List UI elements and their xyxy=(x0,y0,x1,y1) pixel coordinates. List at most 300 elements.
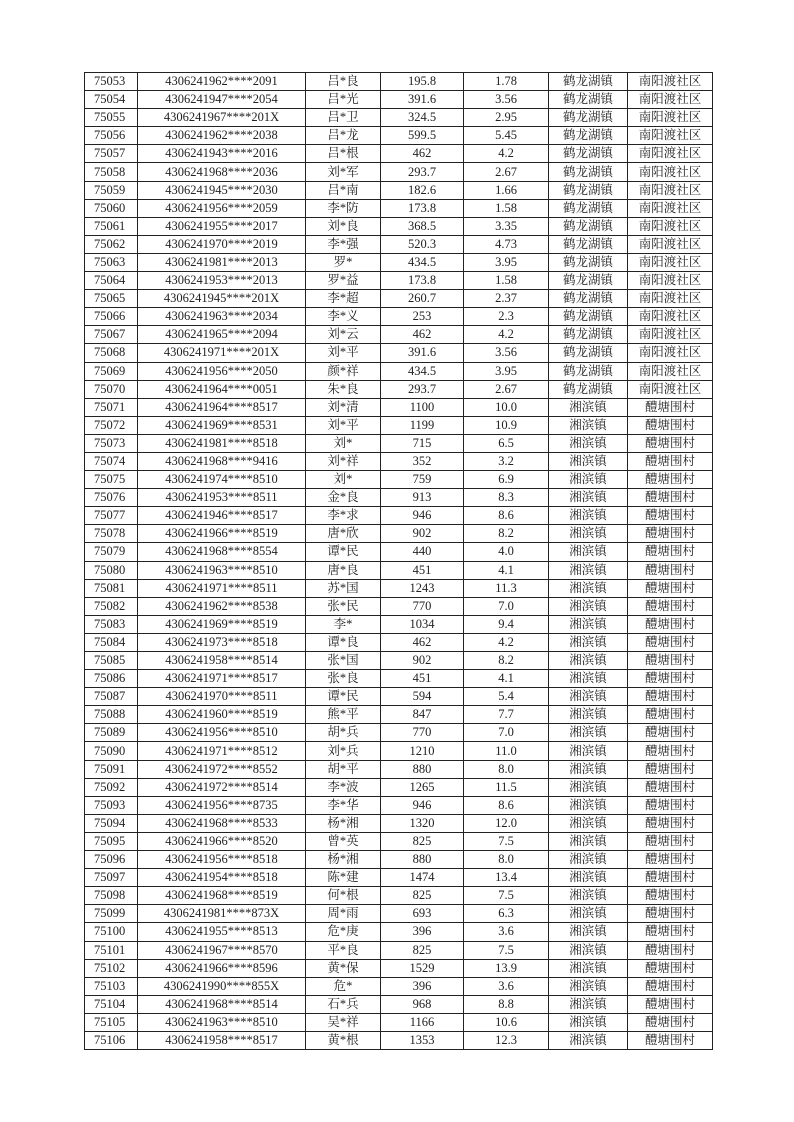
area-cell: 8.8 xyxy=(464,995,549,1013)
table-row xyxy=(85,579,713,597)
village-cell: 南阳渡社区 xyxy=(628,290,713,308)
town-cell: 湘滨镇 xyxy=(549,742,628,760)
town-cell: 湘滨镇 xyxy=(549,471,628,489)
person-name-cell: 何*根 xyxy=(306,887,381,905)
town-cell: 湘滨镇 xyxy=(549,760,628,778)
village-cell: 醴塘围村 xyxy=(628,633,713,651)
village-cell: 南阳渡社区 xyxy=(628,380,713,398)
person-name-cell: 吕*良 xyxy=(306,73,381,91)
person-name-cell: 朱*良 xyxy=(306,380,381,398)
id-number-cell: 4306241958****8514 xyxy=(138,652,306,670)
area-cell: 1.58 xyxy=(464,272,549,290)
village-cell: 南阳渡社区 xyxy=(628,181,713,199)
amount-cell: 913 xyxy=(381,489,464,507)
village-cell: 醴塘围村 xyxy=(628,814,713,832)
village-cell: 醴塘围村 xyxy=(628,1013,713,1031)
row-number-cell: 75100 xyxy=(85,923,138,941)
row-number-cell: 75103 xyxy=(85,977,138,995)
row-number-cell: 75077 xyxy=(85,507,138,525)
person-name-cell: 张*国 xyxy=(306,652,381,670)
person-name-cell: 杨*湘 xyxy=(306,814,381,832)
row-number-cell: 75076 xyxy=(85,489,138,507)
area-cell: 4.0 xyxy=(464,543,549,561)
village-cell: 醴塘围村 xyxy=(628,706,713,724)
village-cell: 醴塘围村 xyxy=(628,778,713,796)
amount-cell: 440 xyxy=(381,543,464,561)
person-name-cell: 李*华 xyxy=(306,796,381,814)
amount-cell: 902 xyxy=(381,525,464,543)
table-row xyxy=(85,452,713,470)
town-cell: 湘滨镇 xyxy=(549,941,628,959)
table-row xyxy=(85,905,713,923)
person-name-cell: 罗* xyxy=(306,253,381,271)
area-cell: 1.58 xyxy=(464,199,549,217)
person-name-cell: 危*庚 xyxy=(306,923,381,941)
id-number-cell: 4306241970****8511 xyxy=(138,688,306,706)
town-cell: 鹤龙湖镇 xyxy=(549,91,628,109)
table-row xyxy=(85,507,713,525)
id-number-cell: 4306241945****2030 xyxy=(138,181,306,199)
area-cell: 8.2 xyxy=(464,525,549,543)
id-number-cell: 4306241971****8511 xyxy=(138,579,306,597)
table-row xyxy=(85,778,713,796)
table-row xyxy=(85,272,713,290)
area-cell: 3.56 xyxy=(464,344,549,362)
person-name-cell: 周*雨 xyxy=(306,905,381,923)
town-cell: 鹤龙湖镇 xyxy=(549,109,628,127)
area-cell: 7.5 xyxy=(464,832,549,850)
town-cell: 湘滨镇 xyxy=(549,832,628,850)
table-row xyxy=(85,326,713,344)
amount-cell: 693 xyxy=(381,905,464,923)
village-cell: 醴塘围村 xyxy=(628,398,713,416)
person-name-cell: 胡*兵 xyxy=(306,724,381,742)
id-number-cell: 4306241962****8538 xyxy=(138,597,306,615)
area-cell: 2.3 xyxy=(464,308,549,326)
amount-cell: 1100 xyxy=(381,398,464,416)
person-name-cell: 金*良 xyxy=(306,489,381,507)
person-name-cell: 胡*平 xyxy=(306,760,381,778)
table-row xyxy=(85,887,713,905)
town-cell: 湘滨镇 xyxy=(549,796,628,814)
village-cell: 南阳渡社区 xyxy=(628,73,713,91)
person-name-cell: 吕*卫 xyxy=(306,109,381,127)
village-cell: 醴塘围村 xyxy=(628,561,713,579)
town-cell: 湘滨镇 xyxy=(549,507,628,525)
village-cell: 醴塘围村 xyxy=(628,507,713,525)
person-name-cell: 吕*光 xyxy=(306,91,381,109)
id-number-cell: 4306241981****873X xyxy=(138,905,306,923)
village-cell: 南阳渡社区 xyxy=(628,127,713,145)
area-cell: 13.4 xyxy=(464,869,549,887)
town-cell: 湘滨镇 xyxy=(549,434,628,452)
person-name-cell: 苏*国 xyxy=(306,579,381,597)
town-cell: 鹤龙湖镇 xyxy=(549,217,628,235)
person-name-cell: 李* xyxy=(306,615,381,633)
town-cell: 湘滨镇 xyxy=(549,615,628,633)
table-row xyxy=(85,1031,713,1049)
table-row xyxy=(85,615,713,633)
row-number-cell: 75082 xyxy=(85,597,138,615)
person-name-cell: 刘*祥 xyxy=(306,452,381,470)
row-number-cell: 75054 xyxy=(85,91,138,109)
table-row xyxy=(85,923,713,941)
person-name-cell: 吕*根 xyxy=(306,145,381,163)
town-cell: 鹤龙湖镇 xyxy=(549,163,628,181)
town-cell: 湘滨镇 xyxy=(549,1013,628,1031)
village-cell: 南阳渡社区 xyxy=(628,235,713,253)
amount-cell: 462 xyxy=(381,326,464,344)
table-row xyxy=(85,362,713,380)
amount-cell: 1243 xyxy=(381,579,464,597)
area-cell: 10.6 xyxy=(464,1013,549,1031)
village-cell: 醴塘围村 xyxy=(628,869,713,887)
village-cell: 醴塘围村 xyxy=(628,851,713,869)
town-cell: 湘滨镇 xyxy=(549,887,628,905)
id-number-cell: 4306241956****8518 xyxy=(138,851,306,869)
person-name-cell: 危* xyxy=(306,977,381,995)
town-cell: 湘滨镇 xyxy=(549,597,628,615)
amount-cell: 968 xyxy=(381,995,464,1013)
amount-cell: 825 xyxy=(381,941,464,959)
id-number-cell: 4306241956****8510 xyxy=(138,724,306,742)
row-number-cell: 75069 xyxy=(85,362,138,380)
id-number-cell: 4306241946****8517 xyxy=(138,507,306,525)
table-row xyxy=(85,380,713,398)
village-cell: 醴塘围村 xyxy=(628,489,713,507)
person-name-cell: 谭*民 xyxy=(306,543,381,561)
row-number-cell: 75090 xyxy=(85,742,138,760)
amount-cell: 260.7 xyxy=(381,290,464,308)
row-number-cell: 75061 xyxy=(85,217,138,235)
person-name-cell: 刘*平 xyxy=(306,416,381,434)
village-cell: 南阳渡社区 xyxy=(628,362,713,380)
id-number-cell: 4306241963****8510 xyxy=(138,561,306,579)
town-cell: 湘滨镇 xyxy=(549,959,628,977)
town-cell: 鹤龙湖镇 xyxy=(549,290,628,308)
town-cell: 鹤龙湖镇 xyxy=(549,199,628,217)
id-number-cell: 4306241968****8533 xyxy=(138,814,306,832)
village-cell: 醴塘围村 xyxy=(628,579,713,597)
area-cell: 3.35 xyxy=(464,217,549,235)
town-cell: 湘滨镇 xyxy=(549,452,628,470)
table-row xyxy=(85,742,713,760)
table-row xyxy=(85,688,713,706)
area-cell: 10.0 xyxy=(464,398,549,416)
row-number-cell: 75101 xyxy=(85,941,138,959)
amount-cell: 293.7 xyxy=(381,163,464,181)
person-name-cell: 刘* xyxy=(306,471,381,489)
id-number-cell: 4306241968****8519 xyxy=(138,887,306,905)
table-row xyxy=(85,706,713,724)
person-name-cell: 张*民 xyxy=(306,597,381,615)
id-number-cell: 4306241943****2016 xyxy=(138,145,306,163)
area-cell: 8.2 xyxy=(464,652,549,670)
table-row xyxy=(85,416,713,434)
id-number-cell: 4306241968****8514 xyxy=(138,995,306,1013)
village-cell: 醴塘围村 xyxy=(628,452,713,470)
row-number-cell: 75093 xyxy=(85,796,138,814)
village-cell: 南阳渡社区 xyxy=(628,145,713,163)
area-cell: 3.2 xyxy=(464,452,549,470)
amount-cell: 1474 xyxy=(381,869,464,887)
row-number-cell: 75083 xyxy=(85,615,138,633)
table-row xyxy=(85,959,713,977)
village-cell: 醴塘围村 xyxy=(628,742,713,760)
area-cell: 3.6 xyxy=(464,923,549,941)
town-cell: 湘滨镇 xyxy=(549,869,628,887)
id-number-cell: 4306241981****2013 xyxy=(138,253,306,271)
row-number-cell: 75097 xyxy=(85,869,138,887)
area-cell: 2.67 xyxy=(464,163,549,181)
person-name-cell: 吕*龙 xyxy=(306,127,381,145)
area-cell: 4.73 xyxy=(464,235,549,253)
data-table xyxy=(84,72,713,1050)
amount-cell: 462 xyxy=(381,633,464,651)
id-number-cell: 4306241964****8517 xyxy=(138,398,306,416)
id-number-cell: 4306241960****8519 xyxy=(138,706,306,724)
person-name-cell: 李*义 xyxy=(306,308,381,326)
id-number-cell: 4306241963****2034 xyxy=(138,308,306,326)
village-cell: 醴塘围村 xyxy=(628,434,713,452)
area-cell: 8.0 xyxy=(464,760,549,778)
town-cell: 鹤龙湖镇 xyxy=(549,272,628,290)
amount-cell: 451 xyxy=(381,561,464,579)
id-number-cell: 4306241972****8552 xyxy=(138,760,306,778)
row-number-cell: 75063 xyxy=(85,253,138,271)
person-name-cell: 杨*湘 xyxy=(306,851,381,869)
table-row xyxy=(85,814,713,832)
table-row xyxy=(85,344,713,362)
table-row xyxy=(85,127,713,145)
area-cell: 1.78 xyxy=(464,73,549,91)
table-body xyxy=(85,73,713,1050)
id-number-cell: 4306241967****201X xyxy=(138,109,306,127)
person-name-cell: 曾*英 xyxy=(306,832,381,850)
amount-cell: 520.3 xyxy=(381,235,464,253)
row-number-cell: 75092 xyxy=(85,778,138,796)
person-name-cell: 李*波 xyxy=(306,778,381,796)
row-number-cell: 75071 xyxy=(85,398,138,416)
table-row xyxy=(85,91,713,109)
area-cell: 3.56 xyxy=(464,91,549,109)
area-cell: 10.9 xyxy=(464,416,549,434)
amount-cell: 396 xyxy=(381,977,464,995)
id-number-cell: 4306241967****8570 xyxy=(138,941,306,959)
table-row xyxy=(85,199,713,217)
id-number-cell: 4306241955****8513 xyxy=(138,923,306,941)
person-name-cell: 刘*兵 xyxy=(306,742,381,760)
person-name-cell: 李*求 xyxy=(306,507,381,525)
area-cell: 7.0 xyxy=(464,724,549,742)
id-number-cell: 4306241958****8517 xyxy=(138,1031,306,1049)
area-cell: 4.2 xyxy=(464,326,549,344)
area-cell: 8.3 xyxy=(464,489,549,507)
id-number-cell: 4306241954****8518 xyxy=(138,869,306,887)
amount-cell: 368.5 xyxy=(381,217,464,235)
row-number-cell: 75106 xyxy=(85,1031,138,1049)
area-cell: 7.7 xyxy=(464,706,549,724)
person-name-cell: 张*良 xyxy=(306,670,381,688)
table-row xyxy=(85,525,713,543)
town-cell: 湘滨镇 xyxy=(549,724,628,742)
village-cell: 南阳渡社区 xyxy=(628,326,713,344)
row-number-cell: 75053 xyxy=(85,73,138,91)
row-number-cell: 75059 xyxy=(85,181,138,199)
village-cell: 醴塘围村 xyxy=(628,525,713,543)
amount-cell: 880 xyxy=(381,851,464,869)
person-name-cell: 黄*保 xyxy=(306,959,381,977)
amount-cell: 770 xyxy=(381,724,464,742)
village-cell: 南阳渡社区 xyxy=(628,109,713,127)
area-cell: 8.6 xyxy=(464,507,549,525)
village-cell: 醴塘围村 xyxy=(628,1031,713,1049)
village-cell: 南阳渡社区 xyxy=(628,163,713,181)
row-number-cell: 75104 xyxy=(85,995,138,1013)
amount-cell: 396 xyxy=(381,923,464,941)
town-cell: 湘滨镇 xyxy=(549,923,628,941)
id-number-cell: 4306241966****8520 xyxy=(138,832,306,850)
village-cell: 醴塘围村 xyxy=(628,923,713,941)
amount-cell: 1265 xyxy=(381,778,464,796)
id-number-cell: 4306241973****8518 xyxy=(138,633,306,651)
id-number-cell: 4306241971****201X xyxy=(138,344,306,362)
amount-cell: 599.5 xyxy=(381,127,464,145)
person-name-cell: 罗*益 xyxy=(306,272,381,290)
town-cell: 鹤龙湖镇 xyxy=(549,145,628,163)
town-cell: 湘滨镇 xyxy=(549,851,628,869)
amount-cell: 594 xyxy=(381,688,464,706)
row-number-cell: 75070 xyxy=(85,380,138,398)
person-name-cell: 黄*根 xyxy=(306,1031,381,1049)
id-number-cell: 4306241969****8519 xyxy=(138,615,306,633)
row-number-cell: 75099 xyxy=(85,905,138,923)
id-number-cell: 4306241968****9416 xyxy=(138,452,306,470)
amount-cell: 946 xyxy=(381,507,464,525)
amount-cell: 462 xyxy=(381,145,464,163)
amount-cell: 1166 xyxy=(381,1013,464,1031)
table-row xyxy=(85,670,713,688)
village-cell: 醴塘围村 xyxy=(628,543,713,561)
amount-cell: 434.5 xyxy=(381,253,464,271)
amount-cell: 352 xyxy=(381,452,464,470)
amount-cell: 759 xyxy=(381,471,464,489)
town-cell: 湘滨镇 xyxy=(549,416,628,434)
id-number-cell: 4306241968****2036 xyxy=(138,163,306,181)
table-row xyxy=(85,109,713,127)
person-name-cell: 吕*南 xyxy=(306,181,381,199)
area-cell: 7.0 xyxy=(464,597,549,615)
area-cell: 8.6 xyxy=(464,796,549,814)
area-cell: 5.4 xyxy=(464,688,549,706)
area-cell: 13.9 xyxy=(464,959,549,977)
id-number-cell: 4306241974****8510 xyxy=(138,471,306,489)
table-row xyxy=(85,235,713,253)
area-cell: 9.4 xyxy=(464,615,549,633)
area-cell: 2.95 xyxy=(464,109,549,127)
row-number-cell: 75094 xyxy=(85,814,138,832)
row-number-cell: 75080 xyxy=(85,561,138,579)
amount-cell: 195.8 xyxy=(381,73,464,91)
village-cell: 南阳渡社区 xyxy=(628,308,713,326)
town-cell: 湘滨镇 xyxy=(549,489,628,507)
amount-cell: 1034 xyxy=(381,615,464,633)
amount-cell: 391.6 xyxy=(381,91,464,109)
amount-cell: 770 xyxy=(381,597,464,615)
town-cell: 湘滨镇 xyxy=(549,525,628,543)
table-row xyxy=(85,977,713,995)
person-name-cell: 石*兵 xyxy=(306,995,381,1013)
row-number-cell: 75074 xyxy=(85,452,138,470)
row-number-cell: 75055 xyxy=(85,109,138,127)
amount-cell: 434.5 xyxy=(381,362,464,380)
town-cell: 湘滨镇 xyxy=(549,633,628,651)
id-number-cell: 4306241953****8511 xyxy=(138,489,306,507)
id-number-cell: 4306241971****8517 xyxy=(138,670,306,688)
town-cell: 鹤龙湖镇 xyxy=(549,380,628,398)
amount-cell: 1210 xyxy=(381,742,464,760)
town-cell: 湘滨镇 xyxy=(549,905,628,923)
town-cell: 湘滨镇 xyxy=(549,398,628,416)
row-number-cell: 75056 xyxy=(85,127,138,145)
id-number-cell: 4306241966****8519 xyxy=(138,525,306,543)
id-number-cell: 4306241965****2094 xyxy=(138,326,306,344)
table-row xyxy=(85,398,713,416)
town-cell: 鹤龙湖镇 xyxy=(549,253,628,271)
id-number-cell: 4306241968****8554 xyxy=(138,543,306,561)
table-row xyxy=(85,995,713,1013)
amount-cell: 715 xyxy=(381,434,464,452)
amount-cell: 847 xyxy=(381,706,464,724)
table-row xyxy=(85,471,713,489)
town-cell: 鹤龙湖镇 xyxy=(549,235,628,253)
amount-cell: 173.8 xyxy=(381,272,464,290)
area-cell: 2.67 xyxy=(464,380,549,398)
person-name-cell: 谭*民 xyxy=(306,688,381,706)
row-number-cell: 75085 xyxy=(85,652,138,670)
id-number-cell: 4306241956****2059 xyxy=(138,199,306,217)
area-cell: 11.3 xyxy=(464,579,549,597)
row-number-cell: 75102 xyxy=(85,959,138,977)
row-number-cell: 75087 xyxy=(85,688,138,706)
village-cell: 醴塘围村 xyxy=(628,905,713,923)
table-row xyxy=(85,290,713,308)
town-cell: 鹤龙湖镇 xyxy=(549,344,628,362)
village-cell: 醴塘围村 xyxy=(628,688,713,706)
table-row xyxy=(85,652,713,670)
area-cell: 3.6 xyxy=(464,977,549,995)
row-number-cell: 75065 xyxy=(85,290,138,308)
person-name-cell: 刘*军 xyxy=(306,163,381,181)
id-number-cell: 4306241971****8512 xyxy=(138,742,306,760)
person-name-cell: 颜*祥 xyxy=(306,362,381,380)
table-row xyxy=(85,724,713,742)
area-cell: 4.1 xyxy=(464,670,549,688)
town-cell: 鹤龙湖镇 xyxy=(549,326,628,344)
amount-cell: 451 xyxy=(381,670,464,688)
table-row xyxy=(85,434,713,452)
table-row xyxy=(85,941,713,959)
person-name-cell: 刘*云 xyxy=(306,326,381,344)
area-cell: 7.5 xyxy=(464,887,549,905)
row-number-cell: 75105 xyxy=(85,1013,138,1031)
area-cell: 12.0 xyxy=(464,814,549,832)
row-number-cell: 75088 xyxy=(85,706,138,724)
table-row xyxy=(85,561,713,579)
row-number-cell: 75081 xyxy=(85,579,138,597)
town-cell: 湘滨镇 xyxy=(549,561,628,579)
amount-cell: 825 xyxy=(381,887,464,905)
